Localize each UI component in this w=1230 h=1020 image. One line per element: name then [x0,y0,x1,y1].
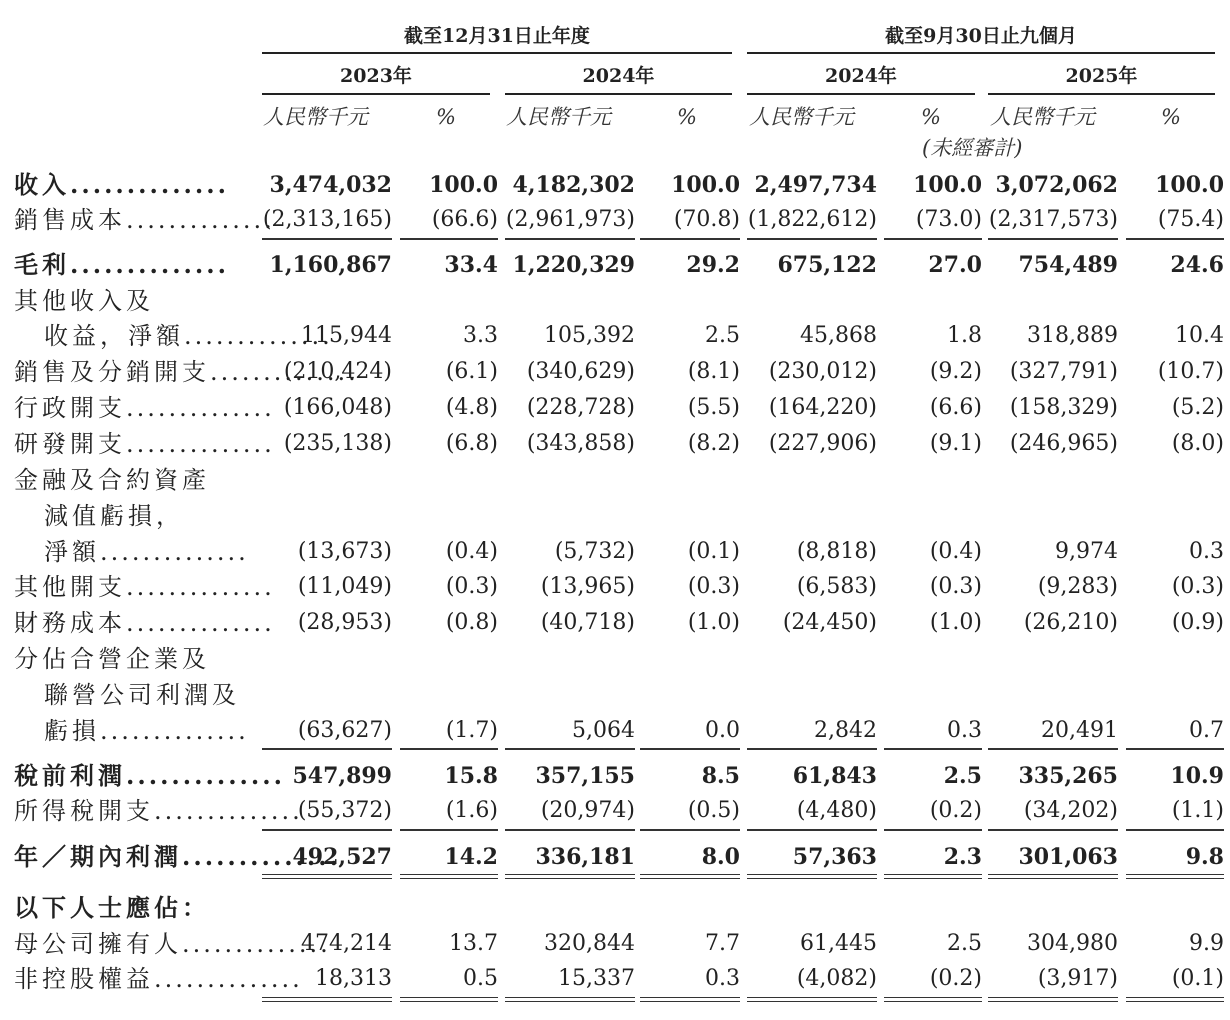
row-label: 以下人士應佔： [14,893,210,922]
cell-pct: 0.7 [1189,718,1224,743]
cell-pct: (0.4) [929,539,982,564]
year-header-2024-nine-months: 2024年 [825,65,897,87]
table-row-profit-for-period [0,840,1230,874]
cell-value: 2,497,734 [754,172,877,198]
subtotal-rule [747,829,877,831]
subtotal-rule [747,238,877,240]
cell-value: 4,182,302 [512,172,635,198]
cell-value: (2,961,973) [505,207,635,232]
table-row-revenue [0,168,1230,202]
row-label: 行政開支 ..... [14,393,275,423]
table-row-admin-expenses [0,391,1230,425]
total-double-rule [1126,874,1224,879]
cell-value: 57,363 [792,844,877,870]
row-label: 銷售及分銷開支 ..... [14,357,359,387]
cell-pct: (8.1) [687,359,740,384]
cell-value: (2,317,573) [988,207,1118,232]
cell-pct: (5.5) [687,395,740,420]
cell-value: 336,181 [535,844,635,870]
cell-value: (28,953) [297,610,392,635]
subtotal-rule [505,238,635,240]
subtotal-rule [640,829,740,831]
table-row-gross-profit [0,248,1230,282]
cell-value: (5,732) [554,539,635,564]
year-header-2023: 2023年 [340,65,412,87]
cell-pct: (8.0) [1171,431,1224,456]
unit-rmb-3: 人民幣千元 [749,105,854,129]
subtotal-rule [884,829,982,831]
group-underline-2 [747,52,1215,54]
cell-value: 492,527 [292,844,392,870]
year-underline-2024 [505,93,732,95]
cell-pct: (0.9) [1171,610,1224,635]
row-label: 銷售成本 ..... [14,205,275,235]
cell-value: (3,917) [1037,966,1118,991]
unit-pct-2: % [677,105,697,129]
table-row-impairment-heading-2 [0,499,1230,533]
cell-pct: (0.3) [929,574,982,599]
subtotal-rule [747,748,877,750]
subtotal-rule [640,238,740,240]
row-label: 毛利 ..... [14,250,229,280]
cell-value: (63,627) [297,718,392,743]
table-row-income-tax [0,794,1230,828]
cell-pct: (70.8) [673,207,740,232]
cell-value: (166,048) [283,395,392,420]
subtotal-rule [640,748,740,750]
year-header-2025: 2025年 [1065,65,1138,87]
cell-pct: 33.4 [444,252,498,278]
cell-pct: 13.7 [449,931,498,956]
cell-pct: (0.3) [445,574,498,599]
row-label: 研發開支 ..... [14,429,275,459]
cell-value: (230,012) [768,359,877,384]
cell-value: 3,474,032 [269,172,392,198]
subtotal-rule [1126,238,1224,240]
cell-value: (246,965) [1009,431,1118,456]
cell-pct: (0.2) [929,966,982,991]
subtotal-rule [262,829,392,831]
cell-pct: 27.0 [928,252,982,278]
cell-value: (40,718) [540,610,635,635]
row-label: 分佔合營企業及 [14,645,210,673]
subtotal-rule [400,238,498,240]
cell-value: 5,064 [572,718,635,743]
row-label: 金融及合約資產 [14,466,210,494]
cell-value: 45,868 [800,323,877,348]
cell-pct: (4.8) [445,395,498,420]
cell-value: (20,974) [540,798,635,823]
year-underline-2025 [988,93,1215,95]
subtotal-rule [505,748,635,750]
table-row-other-income-heading [0,284,1230,318]
cell-pct: 10.9 [1170,763,1224,789]
cell-pct: (0.2) [929,798,982,823]
cell-pct: 10.4 [1175,323,1224,348]
cell-pct: 3.3 [463,323,498,348]
row-label: 其他收入及 [14,287,154,315]
cell-pct: (9.1) [929,431,982,456]
unit-rmb-4: 人民幣千元 [990,105,1095,129]
cell-value: (9,283) [1037,574,1118,599]
year-underline-2024-nine-months [747,93,975,95]
cell-value: (164,220) [768,395,877,420]
row-label: 所得稅開支 ..... [14,796,303,826]
subtotal-rule [988,748,1118,750]
unit-rmb-2: 人民幣千元 [506,105,611,129]
subtotal-rule [262,238,392,240]
cell-value: (13,965) [540,574,635,599]
row-label: 財務成本 ..... [14,608,275,638]
cell-value: 754,489 [1018,252,1118,278]
subtotal-rule [1126,748,1224,750]
cell-value: 547,899 [292,763,392,789]
cell-value: 3,072,062 [995,172,1118,198]
unit-pct-3: % [921,105,941,129]
cell-pct: (1.6) [445,798,498,823]
cell-value: (235,138) [283,431,392,456]
cell-value: 320,844 [544,931,635,956]
total-double-rule [640,874,740,879]
cell-pct: (0.1) [687,539,740,564]
table-row-impairment-net [0,535,1230,569]
cell-value: 357,155 [535,763,635,789]
total-double-rule [400,874,498,879]
cell-value: (2,313,165) [262,207,392,232]
year-header-2024: 2024年 [582,65,655,87]
cell-pct: (10.7) [1157,359,1224,384]
total-double-rule [747,874,877,879]
total-double-rule [747,997,877,1002]
cell-value: (228,728) [526,395,635,420]
cell-pct: (1.0) [687,610,740,635]
row-label: 年／期內利潤 ..... [14,842,341,872]
subtotal-rule [988,238,1118,240]
cell-pct: 0.5 [463,966,498,991]
table-row-share-of-results-heading-2 [0,678,1230,712]
row-label: 稅前利潤 ..... [14,761,285,791]
cell-pct: (0.8) [445,610,498,635]
total-double-rule [884,997,982,1002]
total-double-rule [505,997,635,1002]
cell-pct: 2.3 [943,844,982,870]
cell-pct: 7.7 [705,931,740,956]
cell-pct: 24.6 [1170,252,1224,278]
cell-pct: 15.8 [444,763,498,789]
subtotal-rule [884,238,982,240]
cell-pct: 0.0 [705,718,740,743]
cell-pct: (73.0) [915,207,982,232]
row-label: 聯營公司利潤及 [44,681,240,709]
row-label: 虧損 ..... [44,716,249,746]
cell-value: (55,372) [297,798,392,823]
table-row-finance-costs [0,606,1230,640]
subtotal-rule [505,829,635,831]
total-double-rule [400,997,498,1002]
row-label: 淨額 ..... [44,537,249,567]
cell-pct: 100.0 [1155,172,1224,198]
table-row-non-controlling [0,962,1230,996]
year-underline-2023 [262,93,490,95]
cell-value: (327,791) [1009,359,1118,384]
cell-pct: 1.8 [947,323,982,348]
cell-value: (210,424) [283,359,392,384]
row-label: 其他開支 ..... [14,572,275,602]
row-label: 收益，淨額 ..... [44,321,333,351]
subtotal-rule [400,748,498,750]
cell-value: 15,337 [558,966,635,991]
cell-pct: (9.2) [929,359,982,384]
cell-value: 105,392 [544,323,635,348]
cell-pct: 8.0 [701,844,740,870]
cell-pct: (0.5) [687,798,740,823]
cell-pct: 2.5 [947,931,982,956]
unit-pct-1: % [436,105,456,129]
total-double-rule [988,997,1118,1002]
cell-value: 2,842 [814,718,877,743]
table-row-impairment-heading [0,463,1230,497]
cell-value: (4,082) [796,966,877,991]
row-label: 非控股權益 ..... [14,964,303,994]
table-row-selling-expenses [0,355,1230,389]
cell-value: 1,220,329 [512,252,635,278]
cell-value: 474,214 [301,931,392,956]
total-double-rule [640,997,740,1002]
cell-value: 301,063 [1018,844,1118,870]
total-double-rule [262,997,392,1002]
cell-pct: 2.5 [943,763,982,789]
cell-value: (24,450) [782,610,877,635]
table-row-profit-before-tax [0,759,1230,793]
table-row-share-of-results [0,714,1230,748]
subtotal-rule [400,829,498,831]
total-double-rule [505,874,635,879]
cell-value: 61,843 [792,763,877,789]
cell-value: (11,049) [297,574,392,599]
row-label: 收入 ..... [14,170,229,200]
cell-pct: (6.1) [445,359,498,384]
cell-pct: (1.1) [1171,798,1224,823]
row-label: 母公司擁有人 ..... [14,929,331,959]
cell-pct: 0.3 [947,718,982,743]
cell-pct: (6.8) [445,431,498,456]
table-row-share-of-results-heading [0,642,1230,676]
cell-pct: 100.0 [913,172,982,198]
cell-pct: (75.4) [1157,207,1224,232]
cell-value: 61,445 [800,931,877,956]
cell-pct: (5.2) [1171,395,1224,420]
cell-pct: 14.2 [444,844,498,870]
cell-value: (1,822,612) [747,207,877,232]
unit-rmb-1: 人民幣千元 [263,105,368,129]
cell-value: 335,265 [1018,763,1118,789]
subtotal-rule [1126,829,1224,831]
table-row-other-expenses [0,570,1230,604]
cell-pct: 8.5 [701,763,740,789]
table-row-attributable-heading [0,891,1230,925]
table-row-rnd-expenses [0,427,1230,461]
cell-value: (6,583) [796,574,877,599]
cell-pct: (0.3) [687,574,740,599]
subtotal-rule [262,748,392,750]
cell-value: (4,480) [796,798,877,823]
cell-pct: 0.3 [1189,539,1224,564]
total-double-rule [884,874,982,879]
cell-pct: (6.6) [929,395,982,420]
cell-value: 1,160,867 [269,252,392,278]
cell-pct: 9.8 [1185,844,1224,870]
cell-value: 18,313 [315,966,392,991]
cell-pct: (0.1) [1171,966,1224,991]
cell-value: 318,889 [1027,323,1118,348]
unit-pct-4: % [1161,105,1181,129]
cell-pct: (0.3) [1171,574,1224,599]
total-double-rule [262,874,392,879]
subtotal-rule [884,748,982,750]
cell-pct: 29.2 [686,252,740,278]
cell-value: (227,906) [768,431,877,456]
cell-pct: (66.6) [431,207,498,232]
cell-value: (13,673) [297,539,392,564]
row-label: 減值虧損， [44,502,184,530]
cell-value: 304,980 [1027,931,1118,956]
cell-value: (340,629) [526,359,635,384]
cell-pct: 0.3 [705,966,740,991]
table-row-owners-of-parent [0,927,1230,961]
cell-value: (343,858) [526,431,635,456]
cell-value: (26,210) [1023,610,1118,635]
cell-pct: 9.9 [1189,931,1224,956]
cell-pct: (8.2) [687,431,740,456]
cell-pct: 2.5 [705,323,740,348]
cell-value: 9,974 [1055,539,1118,564]
total-double-rule [988,874,1118,879]
cell-pct: 100.0 [671,172,740,198]
cell-value: (34,202) [1023,798,1118,823]
group-header-nine-months: 截至9月30日止九個月 [885,25,1077,47]
cell-value: 115,944 [301,323,392,348]
table-row-cost-of-sales [0,203,1230,237]
cell-pct: (1.7) [445,718,498,743]
cell-value: 20,491 [1041,718,1118,743]
cell-pct: 100.0 [429,172,498,198]
table-row-other-income-net [0,319,1230,353]
cell-pct: (0.4) [445,539,498,564]
cell-value: 675,122 [777,252,877,278]
group-underline-1 [262,52,732,54]
subtotal-rule [988,829,1118,831]
cell-value: (158,329) [1009,395,1118,420]
group-header-year-ended: 截至12月31日止年度 [404,25,590,47]
total-double-rule [1126,997,1224,1002]
unaudited-note: (未經審計) [922,136,1023,160]
cell-pct: (1.0) [929,610,982,635]
cell-value: (8,818) [796,539,877,564]
